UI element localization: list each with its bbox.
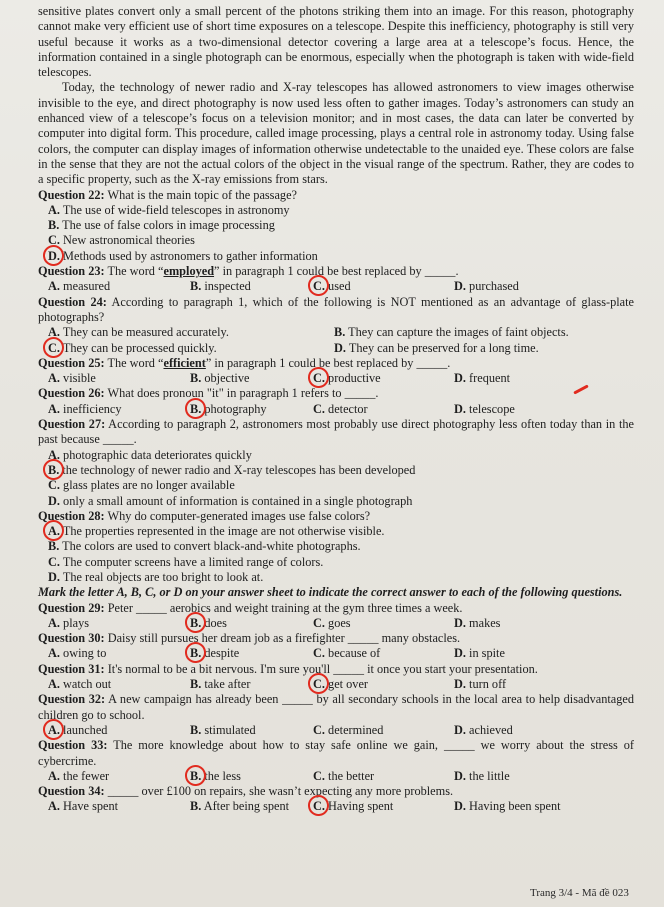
q27-option-a: A. photographic data deteriorates quickly [48, 447, 252, 462]
answer-circle: A. [48, 524, 60, 539]
q24-option-b: B. They can capture the images of faint objects. [334, 325, 569, 340]
section-instruction: Mark the letter A, B, C, or D on your answer sheet to indicate the correct answer to each of the following questions. [38, 585, 623, 600]
q30-options [38, 646, 634, 661]
q34-option-b: B. After being spent [190, 799, 290, 814]
q27-option-d: D. only a small amount of information is contained in a single photograph [48, 493, 413, 508]
q32-option-c: C. determined [313, 722, 384, 737]
question-33: Question 33: The more knowledge about how to stay safe online we gain, _____ we worry about the stress of cybercrime. [38, 738, 634, 768]
question-26: Question 26: What does pronoun "it" in paragraph 1 refers to _____. [38, 386, 379, 401]
q32-option-a: A. launched [48, 722, 108, 737]
q28-option-c: C. The computer screens have a limited range of colors. [48, 554, 324, 569]
question-32: Question 32: A new campaign has already been _____ by all secondary schools in the local area to help disadvantaged children go to school. [38, 692, 634, 722]
q27-option-c: C. glass plates are no longer available [48, 478, 235, 493]
q33-option-a: A. the fewer [48, 768, 110, 783]
answer-circle: B. [48, 462, 60, 477]
q34-option-d: D. Having been spent [454, 799, 561, 814]
q34-option-a: A. Have spent [48, 799, 119, 814]
q23-option-d: D. purchased [454, 279, 519, 294]
q23-option-c: C. used [313, 279, 351, 294]
q23-options [38, 279, 634, 294]
page-footer: Trang 3/4 - Mã đề 023 [530, 887, 629, 899]
q24-options-cd [38, 341, 634, 356]
answer-circle: B. [190, 615, 202, 630]
question-23: Question 23: The word “employed” in paragraph 1 could be best replaced by _____. [38, 264, 459, 279]
q29-option-d: D. makes [454, 615, 501, 630]
question-24: Question 24: According to paragraph 1, which of the following is NOT mentioned as an advantage of glass-plate photographs? [38, 294, 634, 324]
answer-circle: C. [48, 340, 60, 355]
q30-option-a: A. owing to [48, 646, 107, 661]
answer-circle: D. [48, 248, 60, 263]
q29-option-c: C. goes [313, 615, 351, 630]
q26-option-b: B. photography [190, 401, 267, 416]
q26-option-d: D. telescope [454, 401, 515, 416]
q33-option-d: D. the little [454, 768, 510, 783]
q24-options-ab [38, 325, 634, 340]
q23-option-b: B. inspected [190, 279, 251, 294]
q22-option-a: A. The use of wide-field telescopes in astronomy [48, 202, 290, 217]
q30-option-b: B. despite [190, 646, 240, 661]
question-30: Question 30: Daisy still pursues her dream job as a firefighter _____ many obstacles. [38, 631, 461, 646]
q32-option-b: B. stimulated [190, 722, 256, 737]
q25-option-d: D. frequent [454, 371, 511, 386]
exam-content [38, 4, 634, 815]
q26-option-c: C. detector [313, 401, 368, 416]
q30-option-c: C. because of [313, 646, 381, 661]
question-29: Question 29: Peter _____ aerobics and weight training at the gym three times a week. [38, 600, 463, 615]
q34-options [38, 799, 634, 814]
answer-circle: C. [313, 677, 325, 692]
q29-option-a: A. plays [48, 615, 90, 630]
q28-option-a: A. The properties represented in the image are not otherwise visible. [48, 524, 385, 539]
question-34: Question 34: _____ over £100 on repairs, she wasn’t expecting any more problems. [38, 784, 454, 799]
q31-option-d: D. turn off [454, 677, 507, 692]
q28-option-d: D. The real objects are too bright to look at. [48, 569, 264, 584]
q33-option-b: B. the less [190, 768, 241, 783]
q23-option-a: A. measured [48, 279, 111, 294]
answer-circle: B. [190, 401, 202, 416]
q34-option-c: C. Having spent [313, 799, 394, 814]
q27-option-b: B. the technology of newer radio and X-ray telescopes has been developed [48, 462, 416, 477]
q22-option-b: B. The use of false colors in image processing [48, 218, 275, 233]
q29-option-b: B. does [190, 615, 227, 630]
q22-option-d: D. Methods used by astronomers to gather information [48, 248, 318, 263]
q24-option-a: A. They can be measured accurately. [48, 325, 229, 340]
q22-option-c: C. New astronomical theories [48, 233, 195, 248]
answer-circle: B. [190, 646, 202, 661]
q33-option-c: C. the better [313, 768, 375, 783]
q31-options [38, 677, 634, 692]
q33-options [38, 769, 634, 784]
q29-options [38, 616, 634, 631]
q32-options [38, 723, 634, 738]
answer-circle: C. [313, 371, 325, 386]
answer-circle: B. [190, 768, 202, 783]
passage-paragraph-1: sensitive plates convert only a small percent of the photons striking them into an image. For this reason, photography cannot make very efficient use of short time exposures on a telescope. Despite this inefficiency, photography is still very useful because it works as a two-dimensional detector covering a large area at a telescope’s focus. Hence, the information contained in a single photograph can be enormous, especially when the photograph is taken with wide-field telescopes. [38, 4, 634, 80]
q25-options [38, 371, 634, 386]
question-22: Question 22: What is the main topic of the passage? [38, 187, 297, 202]
q25-option-b: B. objective [190, 371, 250, 386]
answer-circle: C. [313, 799, 325, 814]
q28-option-b: B. The colors are used to convert black-and-white photographs. [48, 539, 361, 554]
q25-option-c: C. productive [313, 371, 381, 386]
passage-paragraph-2: Today, the technology of newer radio and X-ray telescopes has allowed astronomers to view images otherwise invisible to the eye, and direct photography is now used less often to gather images. Today’s astronomers can study an enhanced view of a telescope’s focus on a television monitor; and in most cases, the data can later be converted by computer into digital form. This procedure, called image processing, plays a central role in astronomy today. Using false colors, the computer can display images of information otherwise undetectable to the unaided eye. These colors are false in the sense that they are not the actual colors of the object in the visual range of the spectrum. Rather, they are codes to a specific property, such as the X-ray emissions from stars. [38, 80, 634, 187]
q31-option-b: B. take after [190, 677, 251, 692]
q24-option-c: C. They can be processed quickly. [48, 340, 217, 355]
question-28: Question 28: Why do computer-generated images use false colors? [38, 508, 371, 523]
q26-options [38, 402, 634, 417]
q30-option-d: D. in spite [454, 646, 505, 661]
question-27: Question 27: According to paragraph 2, astronomers most probably use direct photography less often today than in the past because _____. [38, 417, 634, 447]
q25-option-a: A. visible [48, 371, 96, 386]
q31-option-c: C. get over [313, 677, 368, 692]
question-25: Question 25: The word “efficient” in paragraph 1 could be best replaced by _____. [38, 355, 451, 370]
q31-option-a: A. watch out [48, 677, 112, 692]
answer-circle: A. [48, 722, 60, 737]
q26-option-a: A. inefficiency [48, 401, 122, 416]
answer-circle: C. [313, 279, 325, 294]
q32-option-d: D. achieved [454, 722, 513, 737]
q24-option-d: D. They can be preserved for a long time. [334, 340, 539, 355]
question-31: Question 31: It's normal to be a bit nervous. I'm sure you'll _____ it once you start your presentation. [38, 661, 538, 676]
